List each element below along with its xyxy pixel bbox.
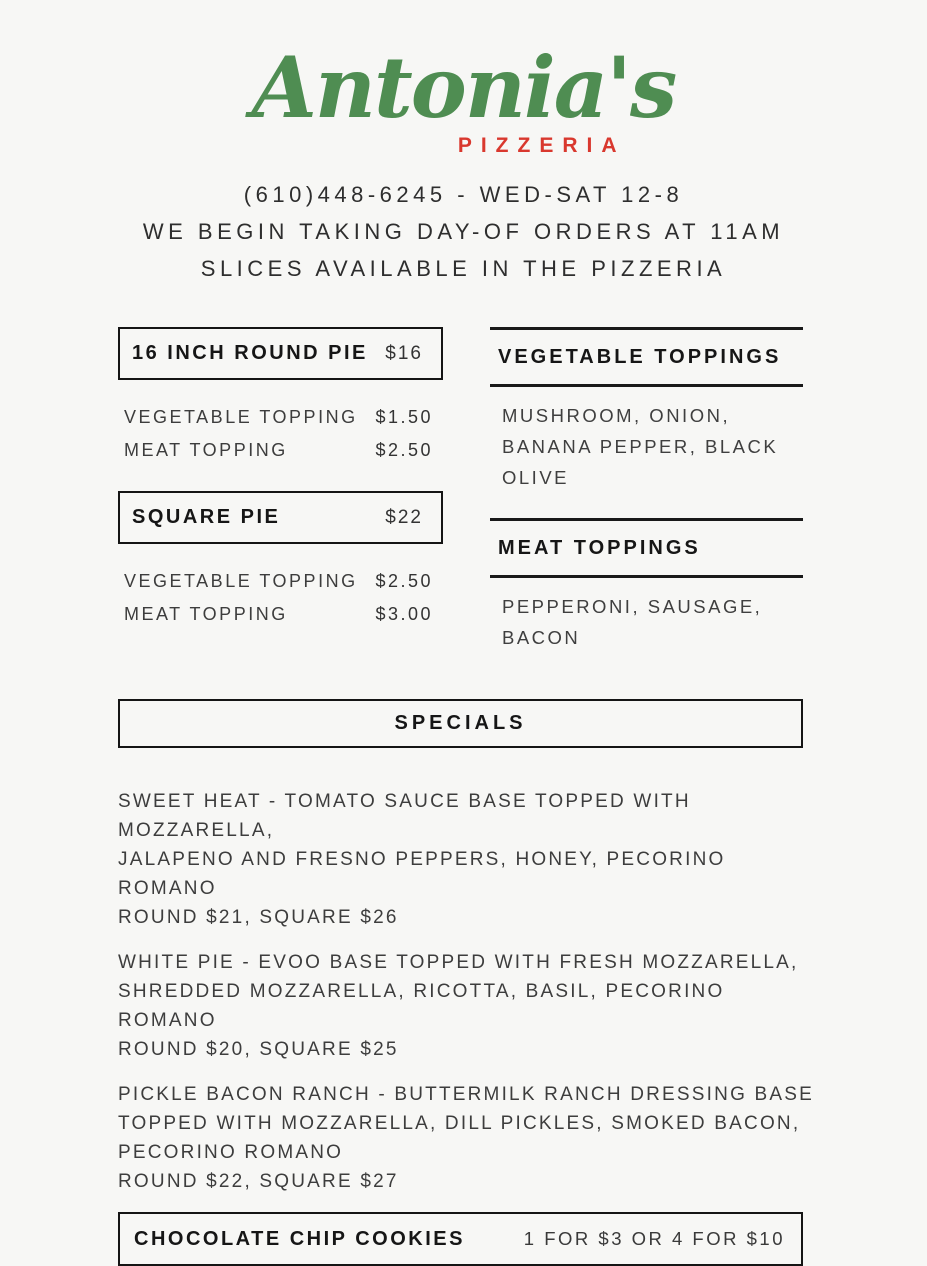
pies-column [118,327,443,655]
vegetable-toppings-section [490,327,803,493]
topping-row [124,598,433,631]
topping-price: $2.50 [375,571,433,592]
topping-label: VEGETABLE TOPPING [124,571,358,592]
round-pie-toppings [124,401,433,467]
special-line: PECORINO ROMANO [118,1142,344,1164]
info-slices: SLICES AVAILABLE IN THE PIZZERIA [200,256,727,282]
topping-row [124,401,433,434]
special-line: WHITE PIE - EVOO BASE TOPPED WITH FRESH MOZZARELLA, [118,952,799,974]
info-order-time: WE BEGIN TAKING DAY-OF ORDERS AT 11AM [142,219,785,245]
topping-row [124,565,433,598]
topping-label: VEGETABLE TOPPING [124,407,358,428]
brand-subtitle: PIZZERIA [457,134,626,158]
square-pie-box [118,491,443,544]
brand-logo: Antonia's [251,38,676,137]
info-block [0,176,927,287]
toppings-line: PEPPERONI, SAUSAGE, [502,596,763,618]
specials-header-box [118,699,803,748]
topping-label: MEAT TOPPING [124,440,288,461]
special-line: ROUND $21, SQUARE $26 [118,907,399,929]
cookies-price: 1 FOR $3 OR 4 FOR $10 [523,1228,785,1250]
special-line: ROUND $22, SQUARE $27 [118,1171,399,1193]
special-line: PICKLE BACON RANCH - BUTTERMILK RANCH DRESSING BASE [118,1084,815,1106]
info-phone-hours: (610)448-6245 - WED-SAT 12-8 [243,182,684,208]
specials-list [118,787,817,1196]
square-pie-name: SQUARE PIE [132,506,281,529]
special-line: JALAPENO AND FRESNO PEPPERS, HONEY, PECORINO ROMANO [118,849,726,900]
cookies-box [118,1212,803,1266]
square-pie-toppings [124,565,433,631]
toppings-line: BANANA PEPPER, BLACK [502,436,779,458]
special-line: SHREDDED MOZZARELLA, RICOTTA, BASIL, PECORINO ROMANO [118,981,725,1032]
header [0,0,927,158]
topping-price: $3.00 [375,604,433,625]
menu-columns [118,327,803,655]
round-pie-box [118,327,443,380]
topping-price: $2.50 [375,440,433,461]
topping-row [124,434,433,467]
special-line: ROUND $20, SQUARE $25 [118,1039,399,1061]
topping-price: $1.50 [375,407,433,428]
square-pie-price: $22 [385,506,423,528]
topping-label: MEAT TOPPING [124,604,288,625]
round-pie-price: $16 [385,342,423,364]
vegetable-toppings-list [490,387,803,493]
special-line: TOPPED WITH MOZZARELLA, DILL PICKLES, SMOKED BACON, [118,1113,801,1135]
meat-toppings-section [490,518,803,653]
specials-title: SPECIALS [394,712,527,735]
special-white-pie [118,948,817,1064]
meat-toppings-title: MEAT TOPPINGS [498,537,701,560]
toppings-line: OLIVE [502,467,569,489]
cookies-name: CHOCOLATE CHIP COOKIES [134,1227,465,1250]
meat-toppings-list [490,578,803,653]
special-line: SWEET HEAT - TOMATO SAUCE BASE TOPPED WITH MOZZARELLA, [118,791,691,842]
toppings-line: BACON [502,627,581,649]
special-sweet-heat [118,787,817,932]
vegetable-toppings-title: VEGETABLE TOPPINGS [498,346,782,369]
special-pickle-bacon-ranch [118,1080,817,1196]
toppings-line: MUSHROOM, ONION, [502,405,731,427]
toppings-column [490,327,803,655]
round-pie-name: 16 INCH ROUND PIE [132,342,368,365]
